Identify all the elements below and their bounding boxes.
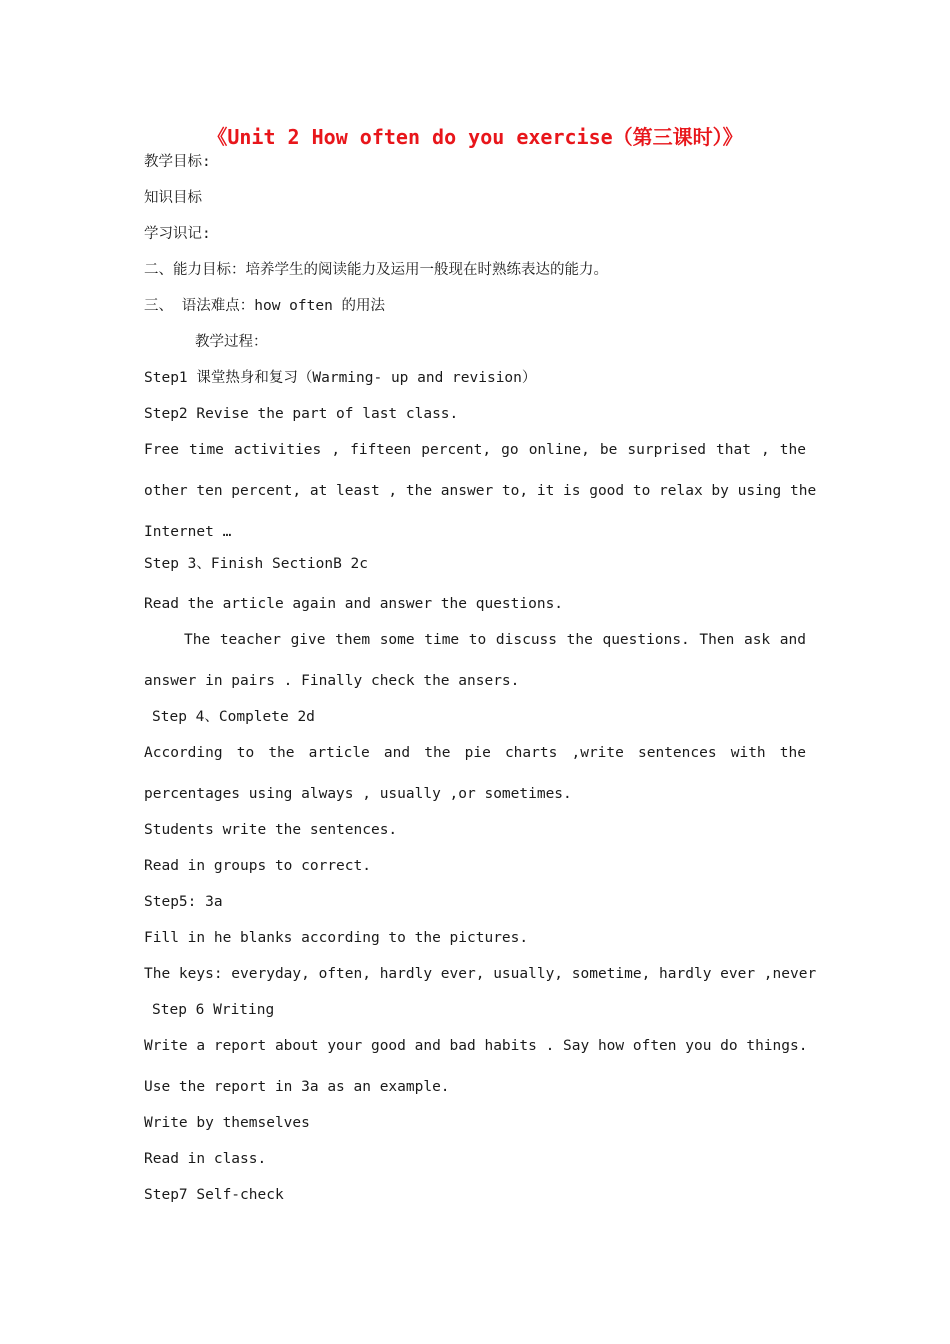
ability-goal-line: 二、能力目标：培养学生的阅读能力及运用一般现在时熟练表达的能力。 — [144, 262, 608, 278]
step5-keys: The keys: everyday, often, hardly ever, usually, sometime, hardly ever ,never — [144, 966, 817, 982]
grammar-difficulty-line: 三、 语法难点：how often 的用法 — [144, 298, 386, 314]
step2-line: Step2 Revise the part of last class. — [144, 406, 459, 422]
step3-instruction: Read the article again and answer the questions. — [144, 596, 564, 612]
step6-detail-line-2: Use the report in 3a as an example. — [144, 1079, 450, 1095]
step2-phrases-line-1: Free time activities , fifteen percent, go online, be surprised that , the — [144, 442, 806, 458]
step3-line: Step 3、Finish SectionB 2c — [144, 556, 369, 572]
step2-phrases-line-2: other ten percent, at least , the answer to, it is good to relax by using the — [144, 483, 817, 499]
step6-line: Step 6 Writing — [152, 1002, 275, 1018]
step4-detail-line-1: According to the article and the pie charts ,write sentences with the — [144, 745, 806, 761]
step3-detail-line-2: answer in pairs . Finally check the ansers. — [144, 673, 520, 689]
step6-write-themselves: Write by themselves — [144, 1115, 310, 1131]
step4-line: Step 4、Complete 2d — [152, 709, 315, 725]
step6-detail-line-1: Write a report about your good and bad habits . Say how often you do things. — [144, 1038, 808, 1054]
document-title: 《Unit 2 How often do you exercise（第三课时）》 — [207, 125, 743, 149]
step1-line: Step1 课堂热身和复习（Warming- up and revision） — [144, 370, 537, 386]
heading-knowledge-goals: 知识目标 — [144, 190, 202, 206]
step4-students-write: Students write the sentences. — [144, 822, 398, 838]
heading-memorize: 学习识记: — [144, 226, 211, 242]
step4-read-groups: Read in groups to correct. — [144, 858, 371, 874]
step3-detail-line-1: The teacher give them some time to discuss the questions. Then ask and — [184, 632, 806, 648]
step6-read-class: Read in class. — [144, 1151, 267, 1167]
heading-teaching-goals: 教学目标: — [144, 154, 211, 170]
step4-detail-line-2: percentages using always , usually ,or sometimes. — [144, 786, 572, 802]
step7-line: Step7 Self-check — [144, 1187, 284, 1203]
step5-line: Step5: 3a — [144, 894, 223, 910]
heading-teaching-process: 教学过程： — [195, 334, 268, 350]
step2-phrases-line-3: Internet … — [144, 524, 232, 540]
step5-instruction: Fill in he blanks according to the pictures. — [144, 930, 529, 946]
